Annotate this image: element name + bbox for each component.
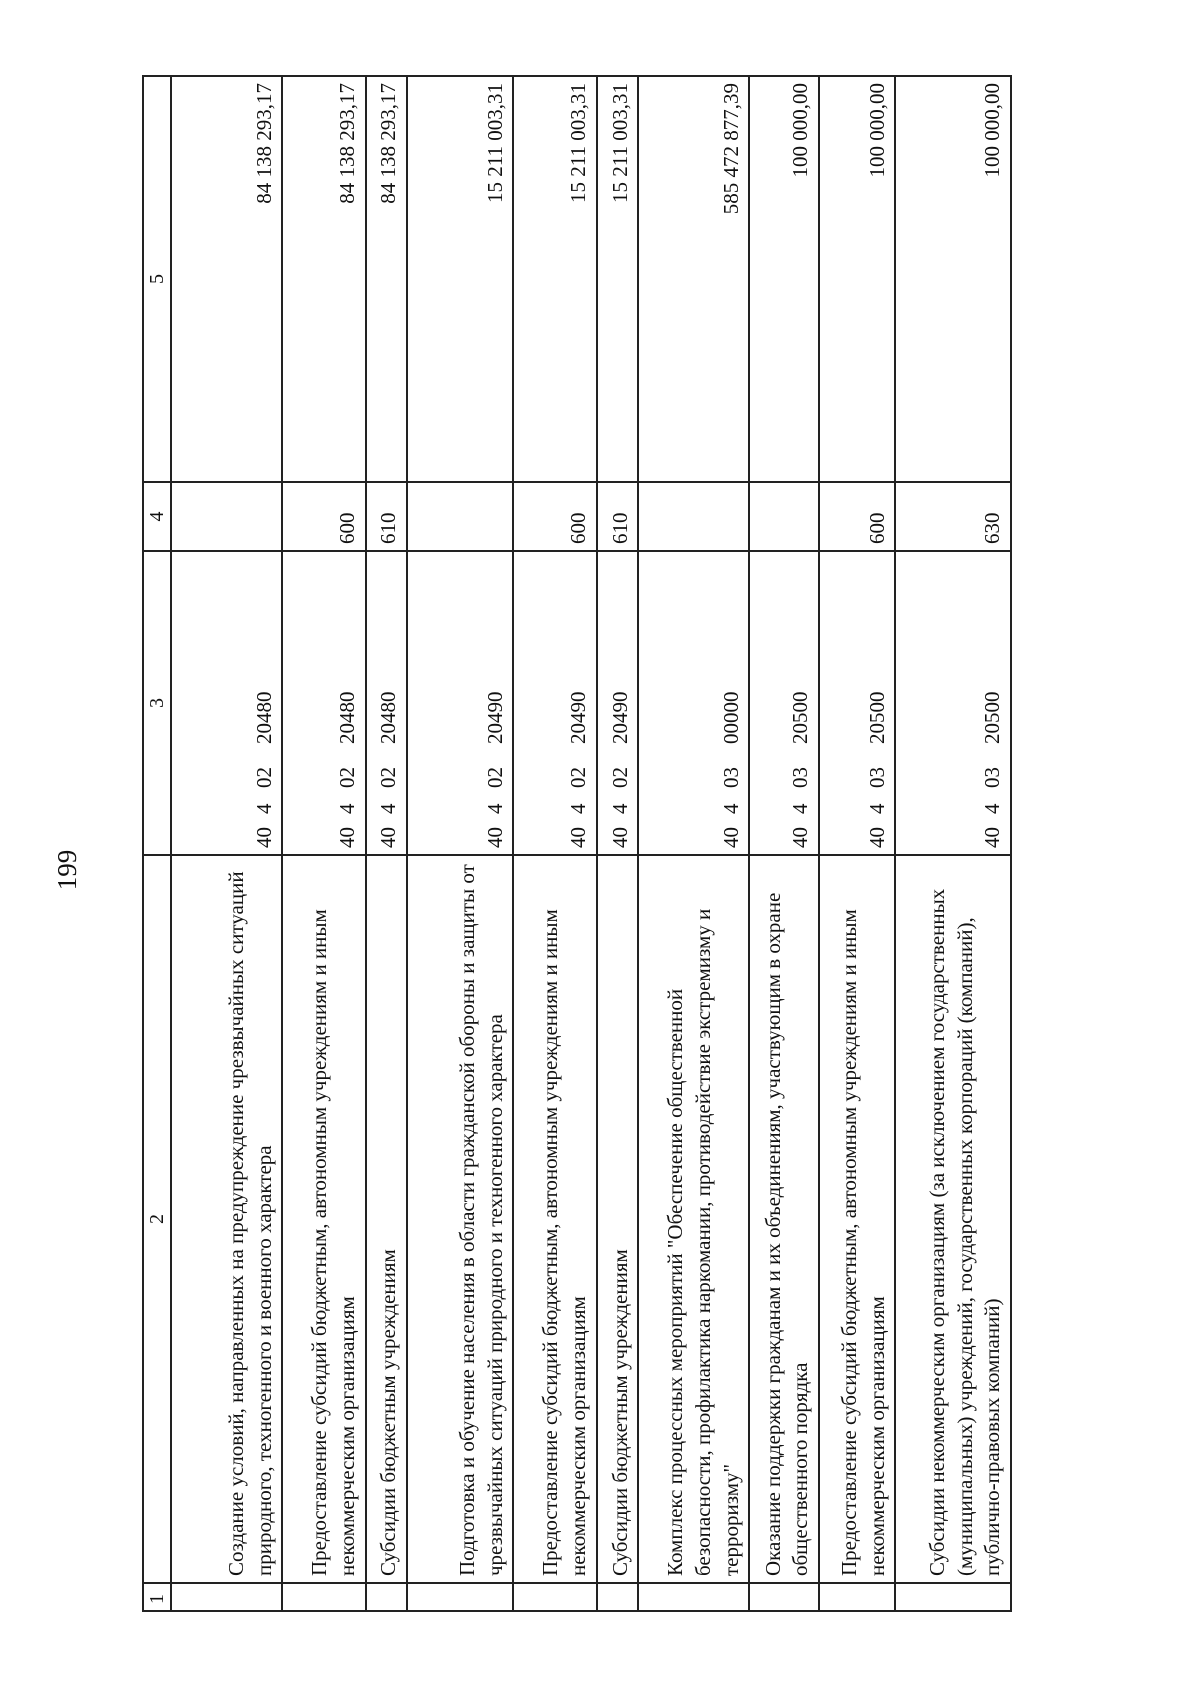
code-part: 20500 (864, 691, 889, 744)
code-part: 40 (565, 827, 590, 848)
code-part: 40 (482, 827, 507, 848)
row-code (819, 551, 895, 855)
row-vid (171, 482, 282, 551)
code-part: 40 (864, 827, 889, 848)
header-col-2: 2 (143, 855, 171, 1583)
row-sum: 100 000,00 (749, 76, 819, 482)
code-part: 40 (376, 827, 401, 848)
table-row (366, 76, 408, 1611)
code-part: 03 (864, 767, 889, 788)
row-code (895, 551, 1011, 855)
row-name: Субсидии некоммерческим организациям (за исключением государственных (муниципальных) учреждений, государственных корпораций (компаний), публично-правовых компаний) (895, 855, 1011, 1583)
code-part: 02 (251, 767, 276, 788)
row-vid (638, 482, 749, 551)
code-part: 4 (718, 803, 743, 814)
row-name: Предоставление субсидий бюджетным, автономным учреждениям и иным некоммерческим организациям (513, 855, 596, 1583)
table-row (282, 76, 365, 1611)
row-vid (749, 482, 819, 551)
code-part: 02 (376, 767, 401, 788)
row-name: Предоставление субсидий бюджетным, автономным учреждениям и иным некоммерческим организациям (819, 855, 895, 1583)
code-part: 4 (565, 803, 590, 814)
row-sum: 84 138 293,17 (171, 76, 282, 482)
code-part: 03 (980, 767, 1005, 788)
row-code (407, 551, 513, 855)
row-sum: 15 211 003,31 (597, 76, 639, 482)
code-part: 02 (607, 767, 632, 788)
code-part: 02 (482, 767, 507, 788)
code-part: 20490 (607, 691, 632, 744)
row-code (638, 551, 749, 855)
code-part: 20480 (251, 691, 276, 744)
code-part: 4 (980, 803, 1005, 814)
row-number-cell (366, 1583, 408, 1611)
row-name: Подготовка и обучение населения в области гражданской обороны и защиты от чрезвычайных ситуаций природного и техногенного характера (407, 855, 513, 1583)
code-part: 4 (334, 803, 359, 814)
header-col-1: 1 (143, 1583, 171, 1611)
code-part: 20480 (334, 691, 359, 744)
row-code (366, 551, 408, 855)
code-part: 40 (251, 827, 276, 848)
code-part: 03 (718, 767, 743, 788)
code-part: 40 (718, 827, 743, 848)
row-number-cell (171, 1583, 282, 1611)
row-vid: 600 (513, 482, 596, 551)
row-number-cell (597, 1583, 639, 1611)
table-body (171, 76, 1011, 1611)
rotated-page (52, 77, 1012, 1612)
row-name: Предоставление субсидий бюджетным, автономным учреждениям и иным некоммерческим организациям (282, 855, 365, 1583)
row-vid: 600 (819, 482, 895, 551)
code-part: 20500 (980, 691, 1005, 744)
code-part: 20490 (565, 691, 590, 744)
table-row (638, 76, 749, 1611)
row-vid: 600 (282, 482, 365, 551)
code-part: 40 (788, 827, 813, 848)
row-sum: 100 000,00 (895, 76, 1011, 482)
code-part: 40 (607, 827, 632, 848)
row-name: Субсидии бюджетным учреждениям (597, 855, 639, 1583)
row-vid: 630 (895, 482, 1011, 551)
table-row (407, 76, 513, 1611)
code-part: 20500 (788, 691, 813, 744)
table-row (171, 76, 282, 1611)
row-sum: 84 138 293,17 (366, 76, 408, 482)
row-name: Субсидии бюджетным учреждениям (366, 855, 408, 1583)
row-name: Комплекс процессных мероприятий "Обеспечение общественной безопасности, профилактика наркомании, противодействие экстремизму и терроризму" (638, 855, 749, 1583)
code-part: 40 (334, 827, 359, 848)
row-code (597, 551, 639, 855)
row-number-cell (638, 1583, 749, 1611)
code-part: 20490 (482, 691, 507, 744)
row-name: Создание условий, направленных на предупреждение чрезвычайных ситуаций природного, техногенного и военного характера (171, 855, 282, 1583)
code-part: 02 (565, 767, 590, 788)
code-part: 4 (788, 803, 813, 814)
table-row (895, 76, 1011, 1611)
code-part: 4 (251, 803, 276, 814)
table-row (513, 76, 596, 1611)
code-part: 4 (864, 803, 889, 814)
header-col-5: 5 (143, 76, 171, 482)
row-vid (407, 482, 513, 551)
row-number-cell (819, 1583, 895, 1611)
row-number-cell (513, 1583, 596, 1611)
row-sum: 585 472 877,39 (638, 76, 749, 482)
code-part: 02 (334, 767, 359, 788)
row-code (513, 551, 596, 855)
header-row (143, 76, 171, 1611)
table-row (597, 76, 639, 1611)
row-number-cell (407, 1583, 513, 1611)
row-sum: 15 211 003,31 (513, 76, 596, 482)
header-col-3: 3 (143, 551, 171, 855)
row-number-cell (282, 1583, 365, 1611)
row-sum: 15 211 003,31 (407, 76, 513, 482)
code-part: 4 (482, 803, 507, 814)
budget-table (142, 75, 1012, 1612)
row-vid: 610 (597, 482, 639, 551)
code-part: 4 (376, 803, 401, 814)
table-row (819, 76, 895, 1611)
code-part: 03 (788, 767, 813, 788)
code-part: 4 (607, 803, 632, 814)
header-col-4: 4 (143, 482, 171, 551)
code-part: 20480 (376, 691, 401, 744)
row-number-cell (749, 1583, 819, 1611)
row-code (171, 551, 282, 855)
code-part: 40 (980, 827, 1005, 848)
row-vid: 610 (366, 482, 408, 551)
code-part: 00000 (718, 691, 743, 744)
row-name: Оказание поддержки гражданам и их объединениям, участвующим в охране общественного порядка (749, 855, 819, 1583)
page-number: 199 (52, 849, 82, 891)
row-code (282, 551, 365, 855)
row-number-cell (895, 1583, 1011, 1611)
row-sum: 100 000,00 (819, 76, 895, 482)
table-row (749, 76, 819, 1611)
row-code (749, 551, 819, 855)
row-sum: 84 138 293,17 (282, 76, 365, 482)
